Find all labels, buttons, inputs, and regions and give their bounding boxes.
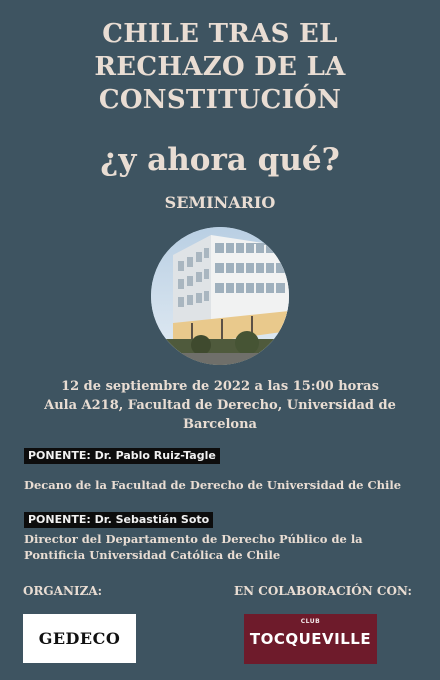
building-illustration bbox=[151, 227, 289, 365]
event-location-cont: Barcelona bbox=[183, 417, 257, 432]
building-photo bbox=[151, 227, 289, 365]
title-line-2: RECHAZO DE LA bbox=[94, 52, 346, 82]
speaker-desc-1: Decano de la Facultad de Derecho de Universidad de Chile bbox=[24, 478, 402, 492]
colabora-label: EN COLABORACIÓN CON: bbox=[234, 584, 412, 598]
event-location: Aula A218, Facultad de Derecho, Universidad de bbox=[44, 398, 396, 413]
speaker-desc-2: Director del Departamento de Derecho Público de la Pontificia Universidad Católica de Chile bbox=[24, 532, 363, 562]
club-tocqueville-logo bbox=[244, 614, 377, 664]
event-date: 12 de septiembre de 2022 a las 15:00 horas bbox=[61, 379, 379, 394]
gedeco-logo-text: GEDECO bbox=[38, 629, 121, 648]
poster-subtitle: ¿y ahora qué? bbox=[100, 142, 340, 178]
club-logo-name: TOCQUEVILLE bbox=[249, 630, 372, 648]
title-line-3: CONSTITUCIÓN bbox=[98, 85, 342, 115]
poster-title bbox=[0, 18, 440, 117]
event-details bbox=[0, 377, 440, 434]
gedeco-logo bbox=[23, 614, 136, 663]
organiza-label: ORGANIZA: bbox=[23, 584, 103, 598]
event-type: SEMINARIO bbox=[164, 193, 276, 212]
speaker-tag-2: PONENTE: Dr. Sebastián Soto bbox=[24, 512, 213, 528]
title-line-1: CHILE TRAS EL bbox=[102, 19, 338, 49]
speaker-tag-1: PONENTE: Dr. Pablo Ruiz-Tagle bbox=[24, 448, 220, 464]
club-logo-small-text: CLUB bbox=[300, 618, 321, 625]
